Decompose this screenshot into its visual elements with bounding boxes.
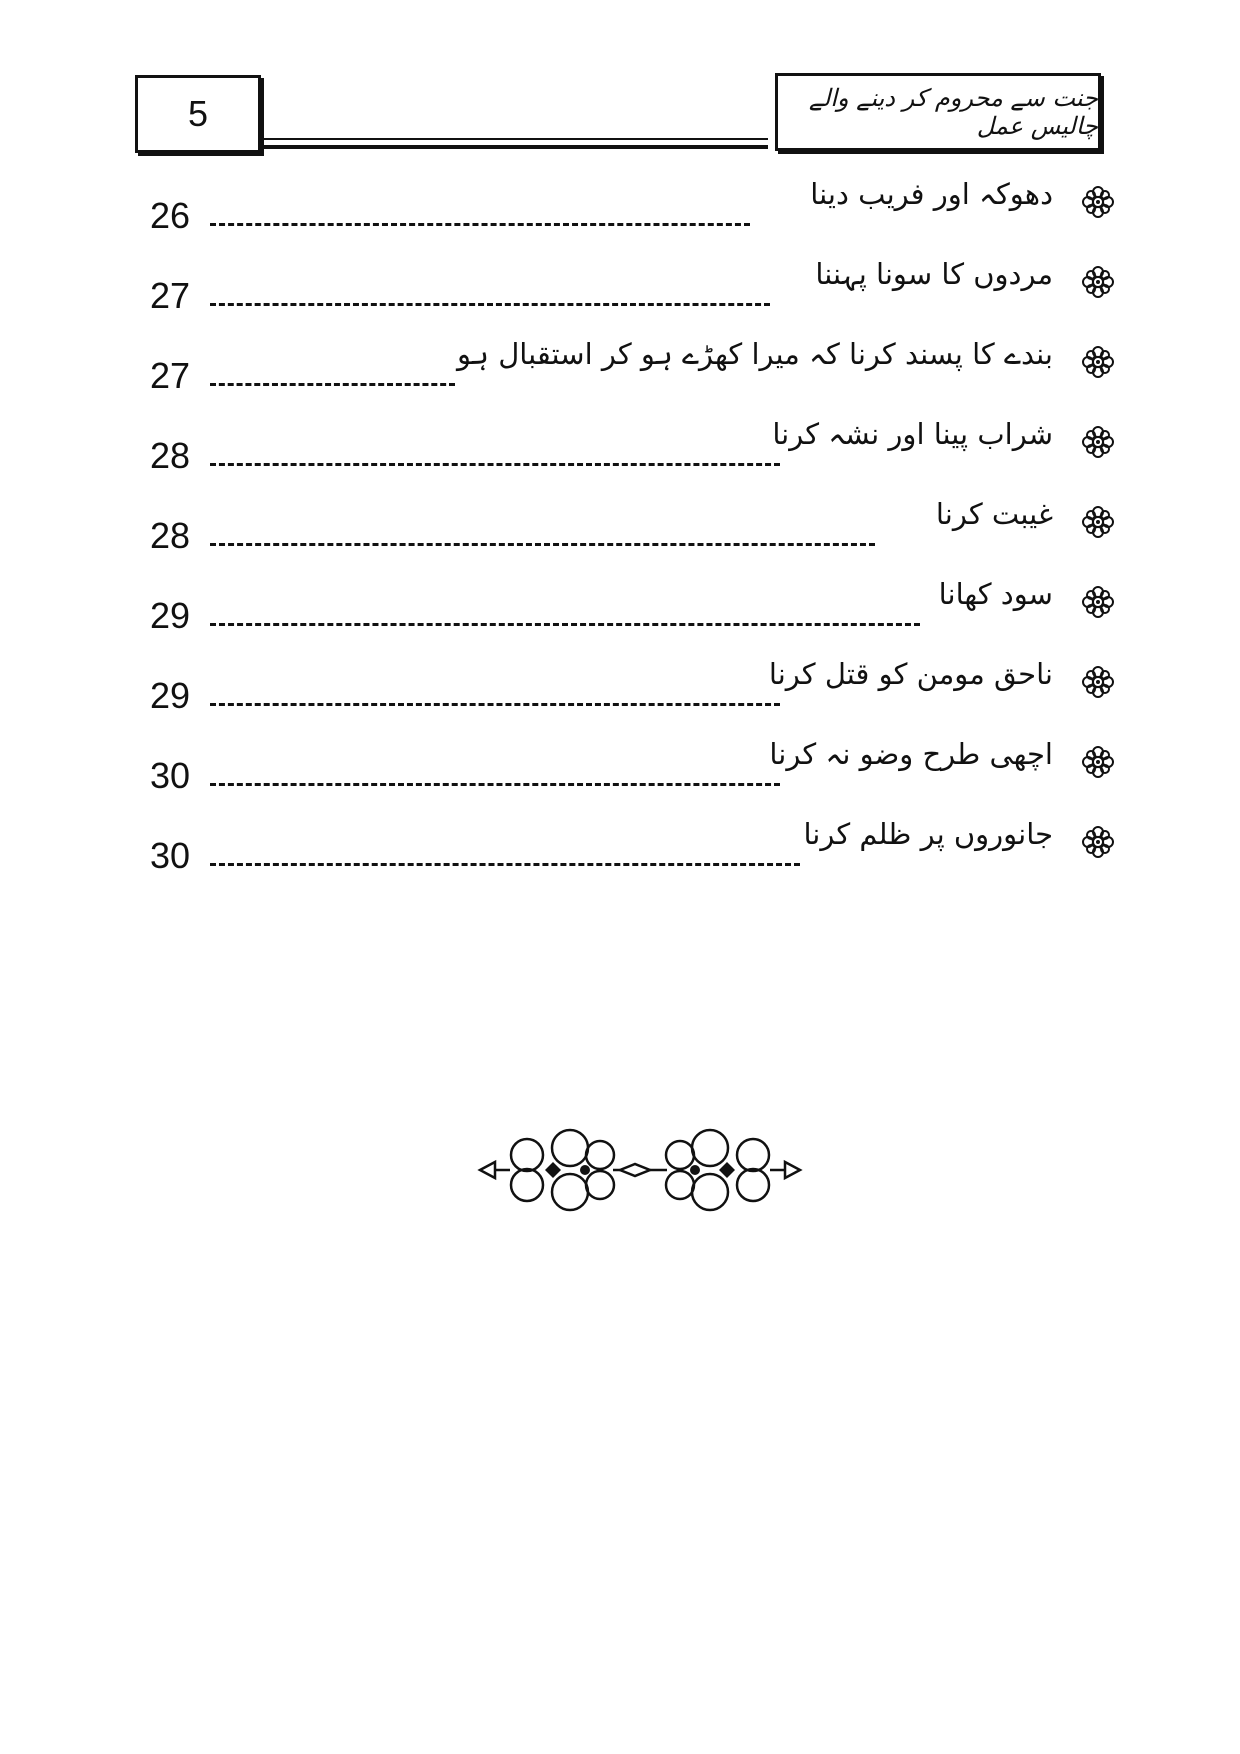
- flower-bullet-icon: [1081, 345, 1115, 379]
- floral-ornament-icon: [475, 1120, 805, 1220]
- toc-entry-title: اچھی طرح وضو نہ کرنا: [769, 737, 1053, 771]
- toc-entry: [150, 815, 1115, 895]
- toc-leader-dashes: [210, 703, 780, 706]
- toc-leader-dashes: [210, 863, 800, 866]
- flower-bullet-icon: [1081, 265, 1115, 299]
- toc-leader-dashes: [210, 463, 780, 466]
- toc-entry-page: 28: [150, 515, 191, 556]
- toc-entry: [150, 415, 1115, 495]
- toc-entry-page: 27: [150, 275, 191, 316]
- toc-entry: [150, 255, 1115, 335]
- flower-bullet-icon: [1081, 665, 1115, 699]
- toc-entry: [150, 335, 1115, 415]
- toc-entry-title: شراب پینا اور نشہ کرنا: [772, 417, 1053, 451]
- toc-leader-dashes: [210, 223, 750, 226]
- toc-entry-title: دھوکہ اور فریب دینا: [810, 177, 1053, 211]
- toc-entry: [150, 175, 1115, 255]
- book-title-header: جنت سے محروم کر دینے والے چالیس عمل: [775, 73, 1101, 151]
- toc-entry-title: بندے کا پسند کرنا کہ میرا کھڑے ہو کر استقبال ہو: [457, 337, 1053, 371]
- toc-leader-dashes: [210, 543, 875, 546]
- toc-entry-title: جانوروں پر ظلم کرنا: [803, 817, 1053, 851]
- toc-entry-title: ناحق مومن کو قتل کرنا: [768, 657, 1053, 691]
- toc-leader-dashes: [210, 303, 770, 306]
- flower-bullet-icon: [1081, 185, 1115, 219]
- toc-entry-page: 26: [150, 195, 191, 236]
- toc-entry: [150, 575, 1115, 655]
- table-of-contents: [150, 175, 1115, 895]
- header-rule: [262, 138, 768, 140]
- page-number: 5: [135, 75, 261, 153]
- toc-entry-title: مردوں کا سونا پہننا: [815, 257, 1053, 291]
- toc-leader-dashes: [210, 623, 920, 626]
- header-rule-thick: [262, 145, 768, 149]
- toc-entry: [150, 735, 1115, 815]
- flower-bullet-icon: [1081, 505, 1115, 539]
- flower-bullet-icon: [1081, 745, 1115, 779]
- toc-entry-title: غیبت کرنا: [935, 497, 1053, 531]
- flower-bullet-icon: [1081, 425, 1115, 459]
- toc-entry-page: 28: [150, 435, 191, 476]
- toc-entry-title: سود کھانا: [938, 577, 1053, 611]
- toc-leader-dashes: [210, 383, 455, 386]
- toc-entry-page: 29: [150, 595, 191, 636]
- toc-entry-page: 27: [150, 355, 191, 396]
- flower-bullet-icon: [1081, 825, 1115, 859]
- toc-leader-dashes: [210, 783, 780, 786]
- toc-entry-page: 30: [150, 755, 191, 796]
- toc-entry: [150, 655, 1115, 735]
- flower-bullet-icon: [1081, 585, 1115, 619]
- toc-entry: [150, 495, 1115, 575]
- toc-entry-page: 30: [150, 835, 191, 876]
- toc-entry-page: 29: [150, 675, 191, 716]
